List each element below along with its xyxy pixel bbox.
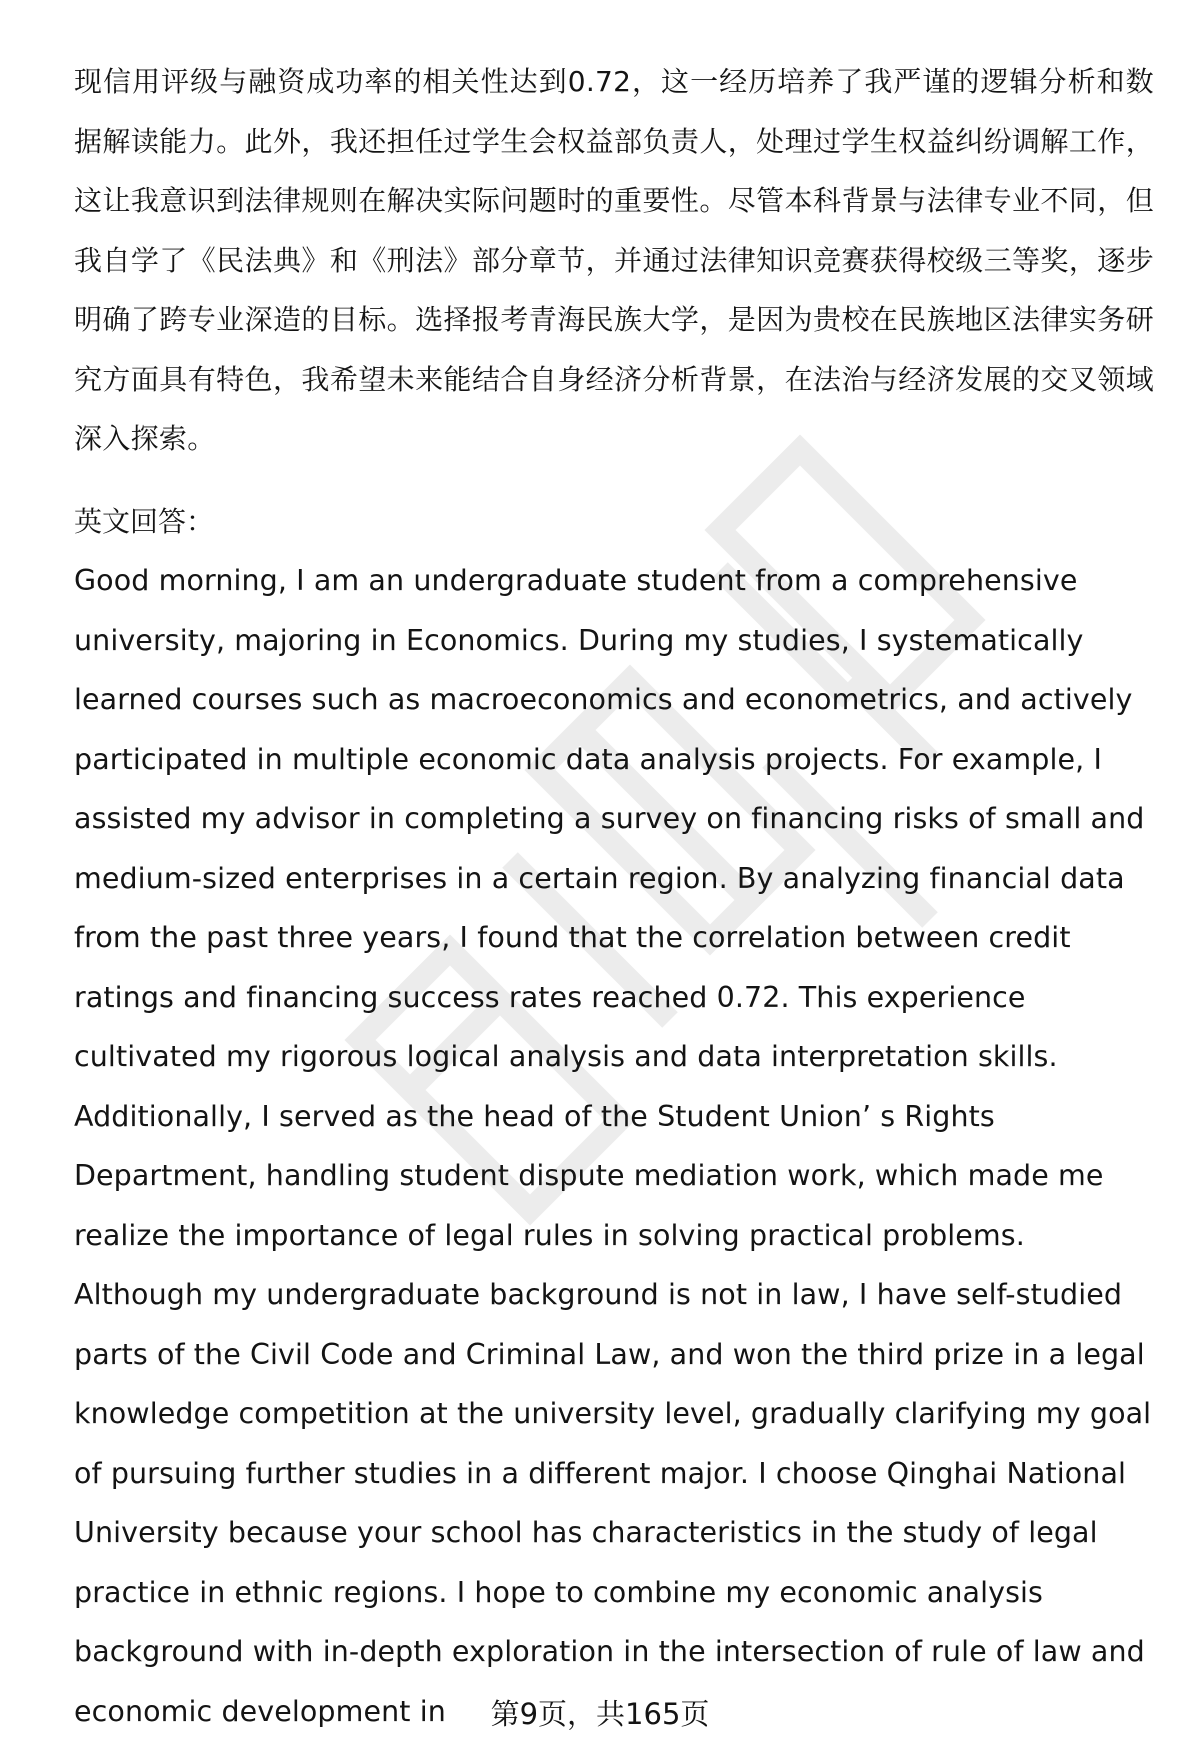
chinese-answer-paragraph: 现信用评级与融资成功率的相关性达到0.72，这一经历培养了我严谨的逻辑分析和数据解读能力。此外，我还担任过学生会权益部负责人，处理过学生权益纠纷调解工作，这让我意识到法律规则在解决实际问题时的重要性。尽管本科背景与法律专业不同，但我自学了《民法典》和《刑法》部分章节，并通过法律知识竞赛获得校级三等奖，逐步明确了跨专业深造的目标。选择报考青海民族大学，是因为贵校在民族地区法律实务研究方面具有特色，我希望未来能结合自身经济分析背景，在法治与经济发展的交叉领域深入探索。 bbox=[74, 65, 1154, 455]
english-answer-paragraph: Good morning, I am an undergraduate student from a comprehensive university, majoring in Economics. During my studies, I systematically learned courses such as macroeconomics and econometrics, and actively participated in multiple economic data analysis projects. For example, I assisted my advisor in completing a survey on financing risks of small and medium-sized enterprises in a certain region. By analyzing financial data from the past three years, I found that the correlation between credit ratings and financing success rates reached 0.72. This experience cultivated my rigorous logical analysis and data interpretation skills. Additionally, I served as the head of the Student Union’ s Rights Department, handling student dispute mediation work, which made me realize the importance of legal rules in solving practical problems. Although my undergraduate background is not in law, I have self-studied parts of the Civil Code and Criminal Law, and won the third prize in a legal knowledge competition at the university level, gradually clarifying my goal of pursuing further studies in a different major. I choose Qinghai National University because your school has characteristics in the study of legal practice in ethnic regions. I hope to combine my economic analysis background with in-depth exploration in the intersection of rule of law and economic development in bbox=[74, 564, 1152, 1728]
english-answer-heading: 英文回答： bbox=[74, 504, 215, 538]
document-body bbox=[74, 52, 1154, 1741]
page-indicator: 第9页，共165页 bbox=[490, 1697, 710, 1731]
